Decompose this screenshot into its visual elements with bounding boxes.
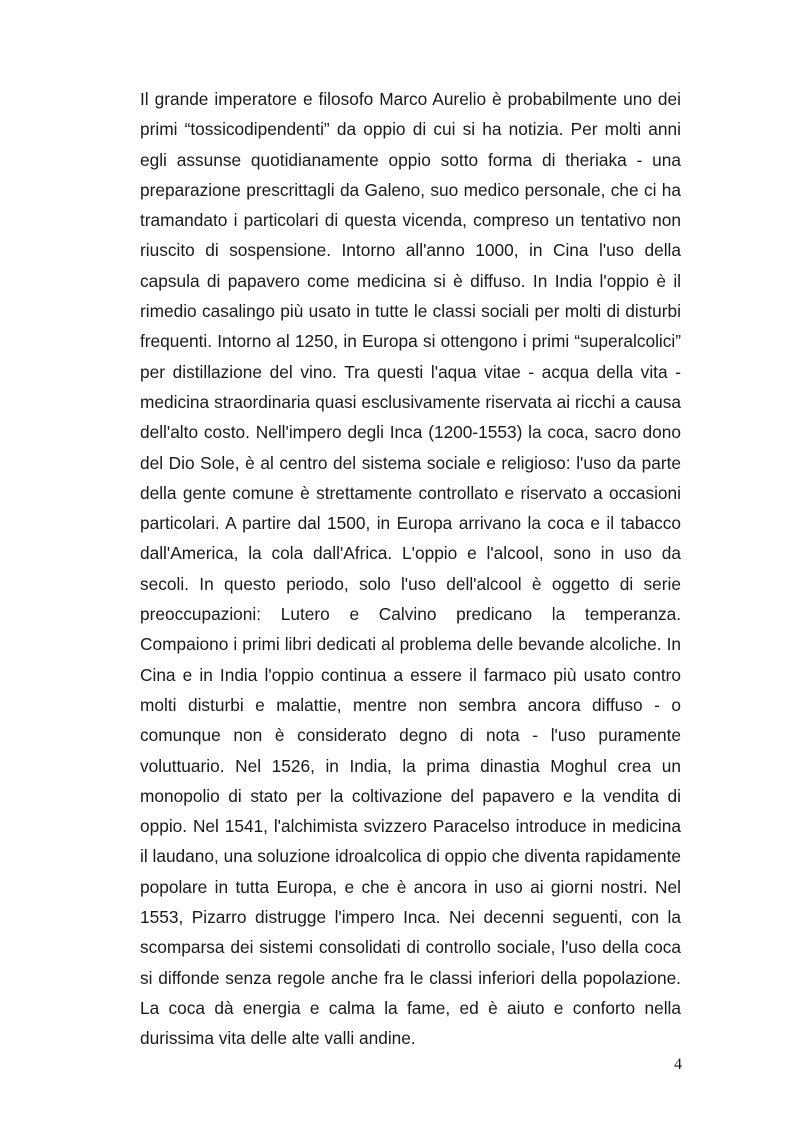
body-paragraph: Il grande imperatore e filosofo Marco Aurelio è probabilmente uno dei primi “tossicodipendenti” da oppio di cui si ha notizia. Per molti anni egli assunse quotidianamente oppio sotto forma di theriaka - una preparazione prescrittagli da Galeno, suo medico personale, che ci ha tramandato i particolari di questa vicenda, compreso un tentativo non riuscito di sospensione. Intorno all'anno 1000, in Cina l'uso della capsula di papavero come medicina si è diffuso. In India l'oppio è il rimedio casalingo più usato in tutte le classi sociali per molti di disturbi frequenti. Intorno al 1250, in Europa si ottengono i primi “superalcolici” per distillazione del vino. Tra questi l'aqua vitae - acqua della vita - medicina straordinaria quasi esclusivamente riservata ai ricchi a causa dell'alto costo. Nell'impero degli Inca (1200-1553) la coca, sacro dono del Dio Sole, è al centro del sistema sociale e religioso: l'uso da parte della gente comune è strettamente controllato e riservato a occasioni particolari. A partire dal 1500, in Europa arrivano la coca e il tabacco dall'America, la cola dall'Africa. L'oppio e l'alcool, sono in uso da secoli. In questo periodo, solo l'uso dell'alcool è oggetto di serie preoccupazioni: Lutero e Calvino predicano la temperanza. Compaiono i primi libri dedicati al problema delle bevande alcoliche. In Cina e in India l'oppio continua a essere il farmaco più usato contro molti disturbi e malattie, mentre non sembra ancora diffuso - o comunque non è considerato degno di nota - l'uso puramente voluttuario. Nel 1526, in India, la prima dinastia Moghul crea un monopolio di stato per la coltivazione del papavero e la vendita di oppio. Nel 1541, l'alchimista svizzero Paracelso introduce in medicina il laudano, una soluzione idroalcolica di oppio che diventa rapidamente popolare in tutta Europa, e che è ancora in uso ai giorni nostri. Nel 1553, Pizarro distrugge l'impero Inca. Nei decenni seguenti, con la scomparsa dei sistemi consolidati di controllo sociale, l'uso della coca si diffonde senza regole anche fra le classi inferiori della popolazione. La coca dà energia e calma la fame, ed è aiuto e conforto nella durissima vita delle alte valli andine. [140, 89, 681, 1049]
page-number: 4 [674, 1056, 682, 1073]
